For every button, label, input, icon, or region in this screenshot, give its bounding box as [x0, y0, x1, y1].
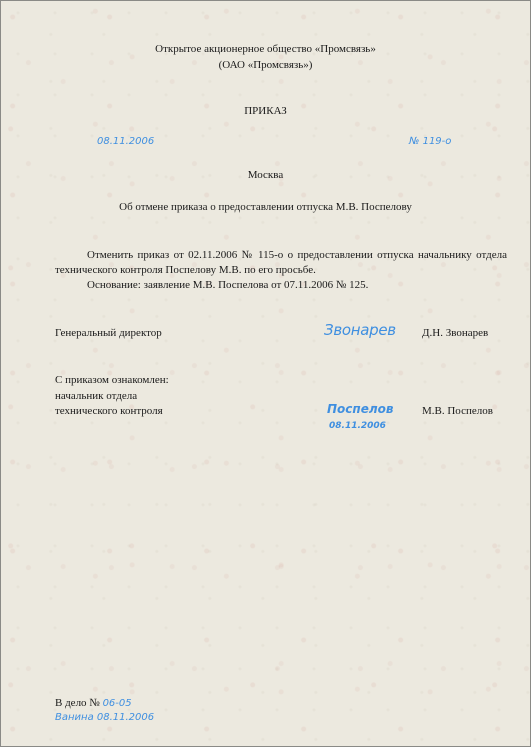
handwritten-order-number: № 119-о: [409, 136, 452, 147]
document-subject: Об отмене приказа о предоставлении отпуска М.В. Поспелову: [119, 201, 412, 213]
city: Москва: [247, 169, 284, 181]
handwritten-date: 08.11.2006: [97, 136, 155, 147]
order-paragraph: Отменить приказ от 02.11.2006 № 115-о о предоставлении отпуска начальнику отдела технического контроля Поспелову М.В. по его просьбе.: [55, 249, 507, 276]
filing-case-number: 06-05: [102, 698, 132, 709]
acknowledgement-position-line2: технического контроля: [55, 405, 163, 417]
document-type: ПРИКАЗ: [244, 105, 287, 117]
acknowledgement-heading: С приказом ознакомлен:: [55, 374, 169, 386]
org-name: Открытое акционерное общество «Промсвязь»: [155, 43, 376, 55]
employee-signature: Поспелов: [327, 402, 394, 416]
basis-paragraph: Основание: заявление М.В. Поспелова от 07.11.2006 № 125.: [87, 279, 369, 291]
clerk-note: Ванина 08.11.2006: [55, 712, 155, 723]
org-short-name: (ОАО «Промсвязь»): [218, 59, 313, 71]
director-signature: Звонарев: [324, 321, 396, 339]
acknowledgement-position-line1: начальник отдела: [55, 390, 138, 402]
director-position: Генеральный директор: [55, 327, 162, 339]
employee-sign-date: 08.11.2006: [329, 421, 386, 431]
filing-label: В дело №: [55, 697, 100, 709]
director-name: Д.Н. Звонарев: [422, 327, 489, 339]
order-body: [55, 248, 507, 293]
filing-note: [55, 696, 132, 711]
employee-name: М.В. Поспелов: [422, 405, 493, 417]
